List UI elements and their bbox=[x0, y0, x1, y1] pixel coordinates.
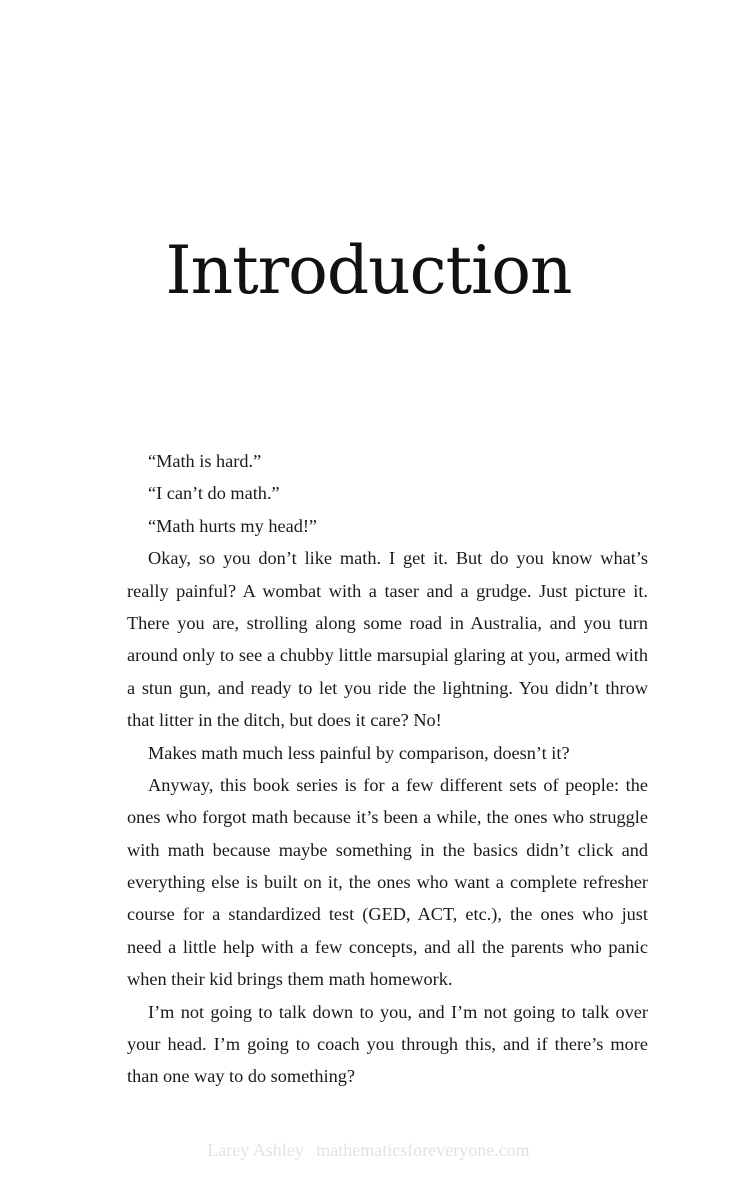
text-line: really painful? A wombat with a taser and a grudge. Just picture it. bbox=[127, 580, 648, 601]
chapter-body bbox=[127, 445, 648, 1093]
text-line: that litter in the ditch, but does it care? No! bbox=[127, 710, 442, 731]
text-line: Anyway, this book series is for a few different sets of people: the bbox=[148, 774, 648, 795]
text-line: around only to see a chubby little marsupial glaring at you, armed with bbox=[127, 645, 648, 666]
text-line: your head. I’m going to coach you through this, and if there’s more bbox=[127, 1034, 648, 1055]
footer-watermark bbox=[0, 1140, 737, 1161]
text-line: There you are, strolling along some road in Australia, and you turn bbox=[127, 612, 648, 633]
paragraph bbox=[127, 996, 648, 1093]
footer-website: mathematicsforeveryone.com bbox=[316, 1140, 530, 1160]
text-line: than one way to do something? bbox=[127, 1066, 355, 1087]
paragraph bbox=[127, 477, 648, 509]
text-line: course for a standardized test (GED, ACT, etc.), the ones who just bbox=[127, 904, 648, 925]
paragraph bbox=[127, 542, 648, 736]
text-line: need a little help with a few concepts, and all the parents who panic bbox=[127, 936, 648, 957]
text-line: Okay, so you don’t like math. I get it. But do you know what’s bbox=[148, 548, 648, 569]
text-line: Makes math much less painful by comparison, doesn’t it? bbox=[148, 742, 570, 763]
text-line: ones who forgot math because it’s been a while, the ones who struggle bbox=[127, 807, 648, 828]
paragraph bbox=[127, 769, 648, 996]
paragraph bbox=[127, 737, 648, 769]
text-line: “Math is hard.” bbox=[148, 451, 262, 471]
text-line: everything else is built on it, the ones who want a complete refresher bbox=[127, 872, 648, 893]
text-line: with math because maybe something in the basics didn’t click and bbox=[127, 839, 648, 860]
text-line: I’m not going to talk down to you, and I’m not going to talk over bbox=[148, 1001, 648, 1022]
text-line: when their kid brings them math homework. bbox=[127, 969, 453, 990]
footer-author: Larey Ashley bbox=[207, 1140, 304, 1160]
text-line: “Math hurts my head!” bbox=[148, 515, 318, 536]
paragraph bbox=[127, 445, 648, 477]
paragraph bbox=[127, 510, 648, 542]
text-line: a stun gun, and ready to let you ride the lightning. You didn’t throw bbox=[127, 677, 648, 698]
text-line: “I can’t do math.” bbox=[148, 483, 280, 504]
chapter-title: Introduction bbox=[165, 232, 572, 309]
